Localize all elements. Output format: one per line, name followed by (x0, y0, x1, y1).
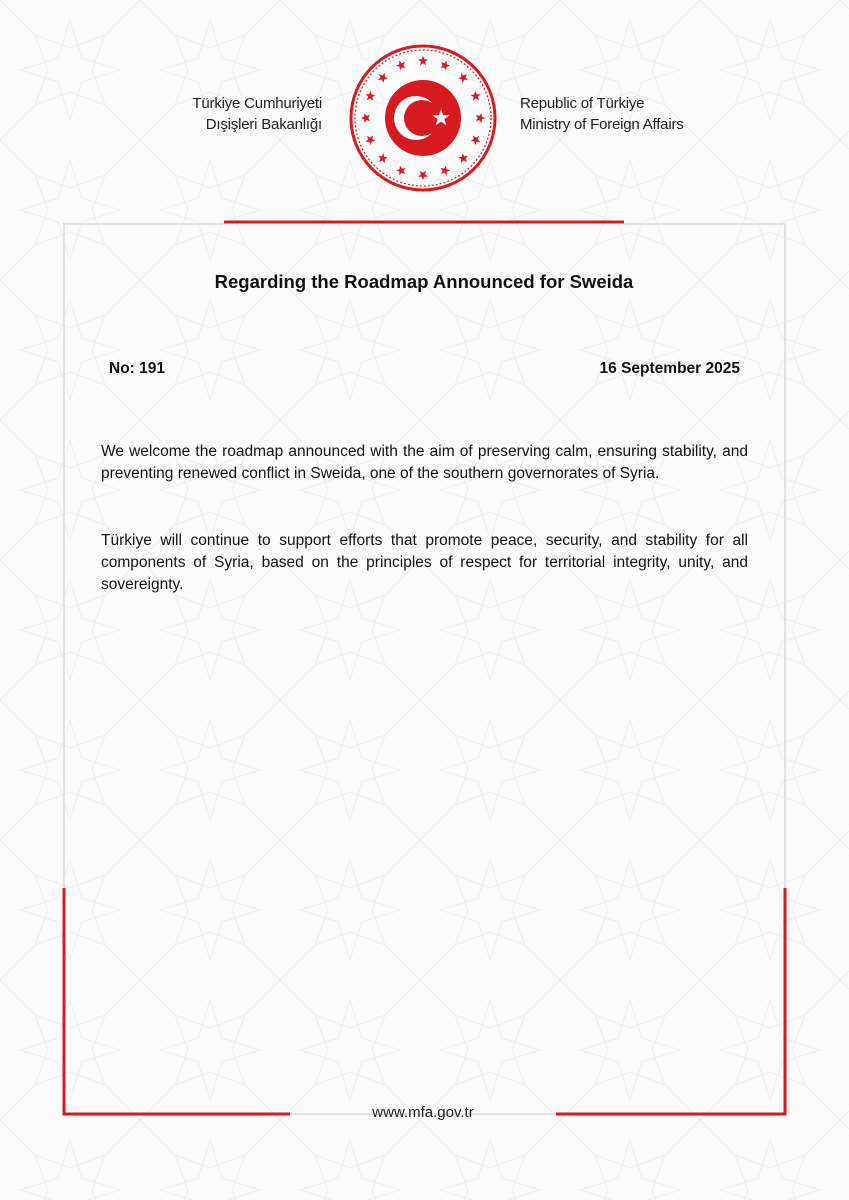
header-turkish-line1: Türkiye Cumhuriyeti (192, 95, 322, 112)
seal-star-icon (458, 153, 468, 163)
seal-star-icon (458, 73, 468, 83)
seal-star-icon (471, 135, 481, 145)
seal-star-icon (396, 166, 406, 176)
ministry-seal-icon (348, 43, 498, 193)
header-english-line2: Ministry of Foreign Affairs (520, 116, 684, 133)
seal-star-icon (440, 166, 450, 176)
seal-star-icon (440, 61, 450, 71)
header-english-name (520, 93, 740, 135)
header-turkish-name (150, 93, 322, 135)
document-title: Regarding the Roadmap Announced for Sweida (214, 271, 634, 292)
seal-star-icon (418, 56, 428, 65)
footer-website-link[interactable]: www.mfa.gov.tr (372, 1104, 474, 1121)
seal-star-icon (396, 61, 406, 71)
seal-star-icon (366, 135, 376, 145)
header-turkish-line2: Dışişleri Bakanlığı (205, 116, 322, 133)
seal-star-icon (476, 113, 485, 123)
seal-star-icon (471, 91, 481, 101)
seal-star-icon (418, 171, 428, 180)
document-date: 16 September 2025 (599, 360, 740, 377)
seal-star-icon (361, 113, 370, 123)
seal-star-icon (378, 73, 388, 83)
paragraph-2: Türkiye will continue to support efforts that promote peace, security, and stability for all components of Syria, based on the principles of respect for territorial integrity, unity, and sovereignty. (101, 532, 748, 593)
paragraph-1: We welcome the roadmap announced with the aim of preserving calm, ensuring stability, and preventing renewed conflict in Sweida, one of the southern governorates of Syria. (101, 443, 748, 482)
seal-star-icon (378, 153, 388, 163)
document-number: No: 191 (109, 360, 165, 377)
seal-star-icon (366, 91, 376, 101)
header-english-line1: Republic of Türkiye (520, 95, 645, 112)
